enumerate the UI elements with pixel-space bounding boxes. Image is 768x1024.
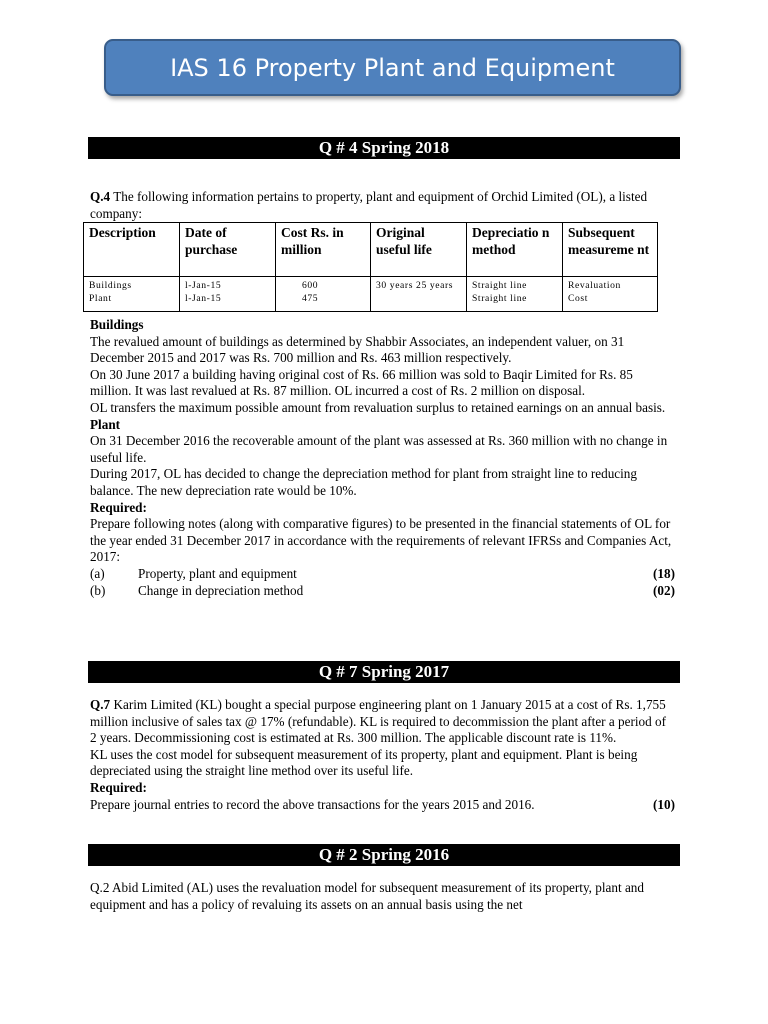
table-header: Description	[84, 223, 180, 277]
q7-required-heading: Required:	[90, 779, 147, 795]
q4-number: Q.4	[90, 189, 111, 204]
part-text: Property, plant and equipment	[138, 565, 297, 581]
required-text: Prepare following notes (along with comparative figures) to be presented in the financial statements of OL for the year ended 31 December 2017 in accordance with the requirements of relevant IFRSs and Companies Act, 2017:	[90, 516, 672, 565]
part-marks: (02)	[653, 582, 675, 598]
section-heading-q7: Q # 7 Spring 2017	[88, 661, 680, 683]
part-marks: (18)	[653, 565, 675, 581]
part-label: (a)	[90, 565, 105, 581]
table-header: Subsequent measureme nt	[563, 223, 658, 277]
table-header: Date of purchase	[180, 223, 276, 277]
q7-required-line	[90, 797, 675, 814]
part-text: Change in depreciation method	[138, 582, 304, 598]
required-heading: Required:	[90, 499, 147, 515]
table-header-row	[84, 223, 658, 277]
required-part	[90, 583, 675, 600]
table-cell-date: l-Jan-15 l-Jan-15	[180, 277, 276, 312]
table-cell-method: Straight line Straight line	[467, 277, 563, 312]
table-cell-measurement: Revaluation Cost	[563, 277, 658, 312]
table-header: Original useful life	[371, 223, 467, 277]
q4-body	[90, 317, 675, 599]
table-row	[84, 277, 658, 312]
section-heading-q4: Q # 4 Spring 2018	[88, 137, 680, 159]
q2-body	[90, 880, 675, 913]
plant-paragraph: On 31 December 2016 the recoverable amount of the plant was assessed at Rs. 360 million with no change in useful life.	[90, 433, 668, 465]
buildings-heading: Buildings	[90, 317, 144, 332]
section-heading-q2: Q # 2 Spring 2016	[88, 844, 680, 866]
q7-marks: (10)	[653, 796, 675, 812]
q4-intro-text: The following information pertains to property, plant and equipment of Orchid Limited (OL), a listed company:	[90, 189, 648, 221]
buildings-paragraph: The revalued amount of buildings as determined by Shabbir Associates, an independent valuer, on 31 December 2015 and 2017 was Rs. 700 million and Rs. 463 million respectively.	[90, 333, 625, 366]
banner-title: IAS 16 Property Plant and Equipment	[170, 53, 615, 82]
q4-intro	[90, 189, 675, 222]
q7-intro-text: Karim Limited (KL) bought a special purpose engineering plant on 1 January 2015 at a cost of Rs. 1,755 million inclusive of sales tax @ 17% (refundable). KL is required to decommission the plant after a period of 2 years. Decommissioning cost is estimated at Rs. 300 million. The applicable discount rate is 11%.	[90, 697, 666, 746]
plant-heading: Plant	[90, 416, 121, 432]
q2-intro-text: Q.2 Abid Limited (AL) uses the revaluation model for subsequent measurement of its property, plant and equipment and has a policy of revaluing its assets on an annual basis using the net	[90, 880, 644, 912]
table-cell-cost: 600 475	[276, 277, 371, 312]
table-header: Depreciatio n method	[467, 223, 563, 277]
part-label: (b)	[90, 582, 106, 598]
plant-paragraph: During 2017, OL has decided to change the depreciation method for plant from straight line to reducing balance. The new depreciation rate would be 10%.	[90, 466, 637, 498]
required-part	[90, 566, 675, 583]
table-cell-description: Buildings Plant	[84, 277, 180, 312]
q7-required-text: Prepare journal entries to record the above transactions for the years 2015 and 2016.	[90, 796, 535, 812]
q4-asset-table	[83, 222, 658, 312]
table-header: Cost Rs. in million	[276, 223, 371, 277]
q7-body	[90, 697, 675, 813]
q7-paragraph: KL uses the cost model for subsequent measurement of its property, plant and equipment. Plant is being depreciated using the straight line method over its useful life.	[90, 746, 638, 779]
buildings-paragraph: On 30 June 2017 a building having original cost of Rs. 66 million was sold to Baqir Limited for Rs. 85 million. It was last revalued at Rs. 87 million. OL incurred a cost of Rs. 2 million on disposal.	[90, 366, 633, 399]
table-cell-useful-life: 30 years 25 years	[371, 277, 467, 312]
q7-number: Q.7	[90, 697, 111, 712]
buildings-paragraph: OL transfers the maximum possible amount from revaluation surplus to retained earnings on an annual basis.	[90, 399, 666, 415]
page-banner	[104, 39, 681, 96]
